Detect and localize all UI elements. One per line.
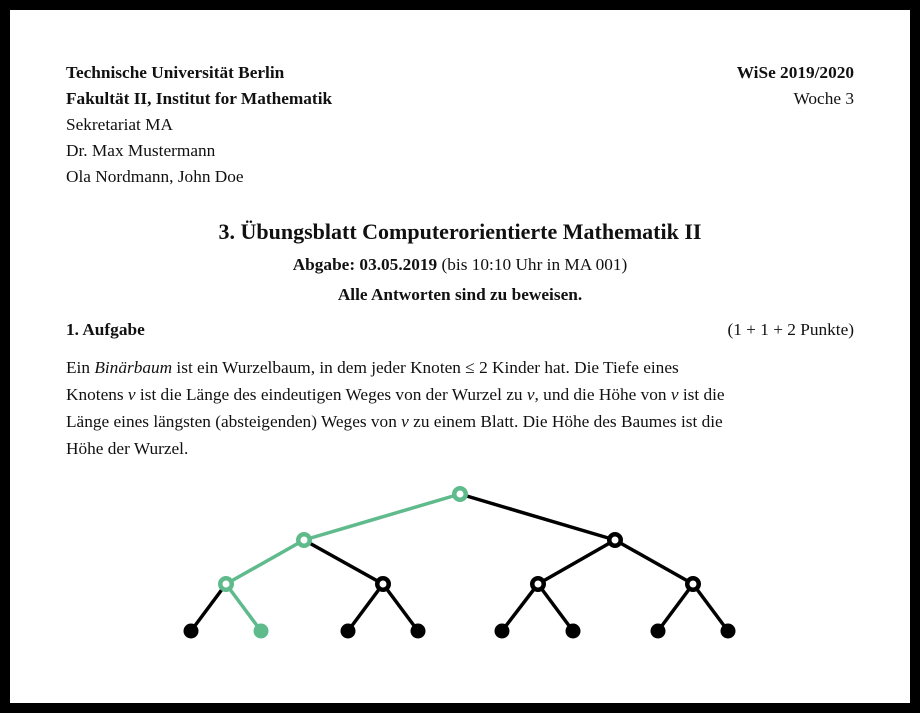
header-right-line-1: Woche 3 <box>793 89 854 108</box>
text-run: ist ein Wurzelbaum, in dem jeder Knoten ≤ 2 Kinder hat. Die Tiefe eines <box>172 358 679 377</box>
text-run-italic: v <box>401 412 409 431</box>
task-label: 1. Aufgabe <box>66 320 145 339</box>
tree-edge <box>226 540 304 584</box>
text-run: Ein <box>66 358 95 377</box>
page-content <box>10 10 910 462</box>
tree-edge <box>538 540 615 584</box>
text-run: zu einem Blatt. Die Höhe des Baumes ist die <box>408 412 723 431</box>
tree-edge <box>304 540 383 584</box>
task-points: (1 + 1 + 2 Punkte) <box>727 320 854 339</box>
tree-edge <box>615 540 693 584</box>
tree-node-leaf <box>651 624 666 639</box>
tree-edge <box>226 584 261 631</box>
header-left-block <box>66 60 332 190</box>
header-right-line-0: WiSe 2019/2020 <box>736 63 854 82</box>
tree-node-open <box>377 578 389 590</box>
header-right-block <box>737 60 854 112</box>
tree-node-leaf <box>566 624 581 639</box>
paragraph-line-1 <box>66 381 854 408</box>
header-left-line-2: Sekretariat MA <box>66 115 174 134</box>
tree-edge <box>460 494 615 540</box>
text-run-italic: v <box>670 385 679 404</box>
header-left-line-1: Fakultät II, Institut for Mathematik <box>66 89 333 108</box>
paragraph-line-0 <box>66 354 854 381</box>
tree-node-leaf <box>495 624 510 639</box>
deadline-date: Abgabe: 03.05.2019 <box>292 255 438 274</box>
text-run: Länge eines längsten (absteigenden) Weges von <box>66 412 402 431</box>
task-paragraph <box>66 354 854 462</box>
tree-node-leaf <box>254 624 269 639</box>
tree-node-open <box>609 534 621 546</box>
title-block <box>66 217 854 308</box>
deadline-details: (bis 10:10 Uhr in MA 001) <box>437 255 628 274</box>
tree-edge <box>304 494 460 540</box>
tree-edge <box>502 584 538 631</box>
tree-node-open <box>454 488 466 500</box>
paragraph-line-3 <box>66 435 854 462</box>
text-run-italic: Binärbaum <box>94 358 173 377</box>
header-left-line-0: Technische Universität Berlin <box>66 63 285 82</box>
tree-edge <box>348 584 383 631</box>
document-header <box>66 60 854 190</box>
tree-node-leaf <box>411 624 426 639</box>
tree-edge <box>658 584 693 631</box>
tree-edge <box>191 584 226 631</box>
text-run: Knotens <box>66 385 128 404</box>
text-run: ist die Länge des eindeutigen Weges von der Wurzel zu <box>135 385 527 404</box>
tree-node-leaf <box>184 624 199 639</box>
text-run: ist die <box>678 385 725 404</box>
tree-node-leaf <box>341 624 356 639</box>
tree-node-open <box>298 534 310 546</box>
task-header-row <box>66 317 854 343</box>
paragraph-line-2 <box>66 408 854 435</box>
text-run: Höhe der Wurzel. <box>66 439 189 458</box>
text-run: , und die Höhe von <box>534 385 671 404</box>
tree-node-open <box>687 578 699 590</box>
tree-edge <box>693 584 728 631</box>
deadline-line <box>66 252 854 278</box>
header-left-line-3: Dr. Max Mustermann <box>66 141 216 160</box>
text-run-italic: v <box>127 385 136 404</box>
tree-node-leaf <box>721 624 736 639</box>
sheet-title: 3. Übungsblatt Computerorientierte Mathematik II <box>218 219 702 244</box>
tree-node-open <box>532 578 544 590</box>
tree-edge <box>383 584 418 631</box>
header-left-line-4: Ola Nordmann, John Doe <box>66 167 244 186</box>
text-run-italic: v <box>526 385 535 404</box>
proof-note: Alle Antworten sind zu beweisen. <box>337 285 583 304</box>
tree-edge <box>538 584 573 631</box>
tree-node-open <box>220 578 232 590</box>
